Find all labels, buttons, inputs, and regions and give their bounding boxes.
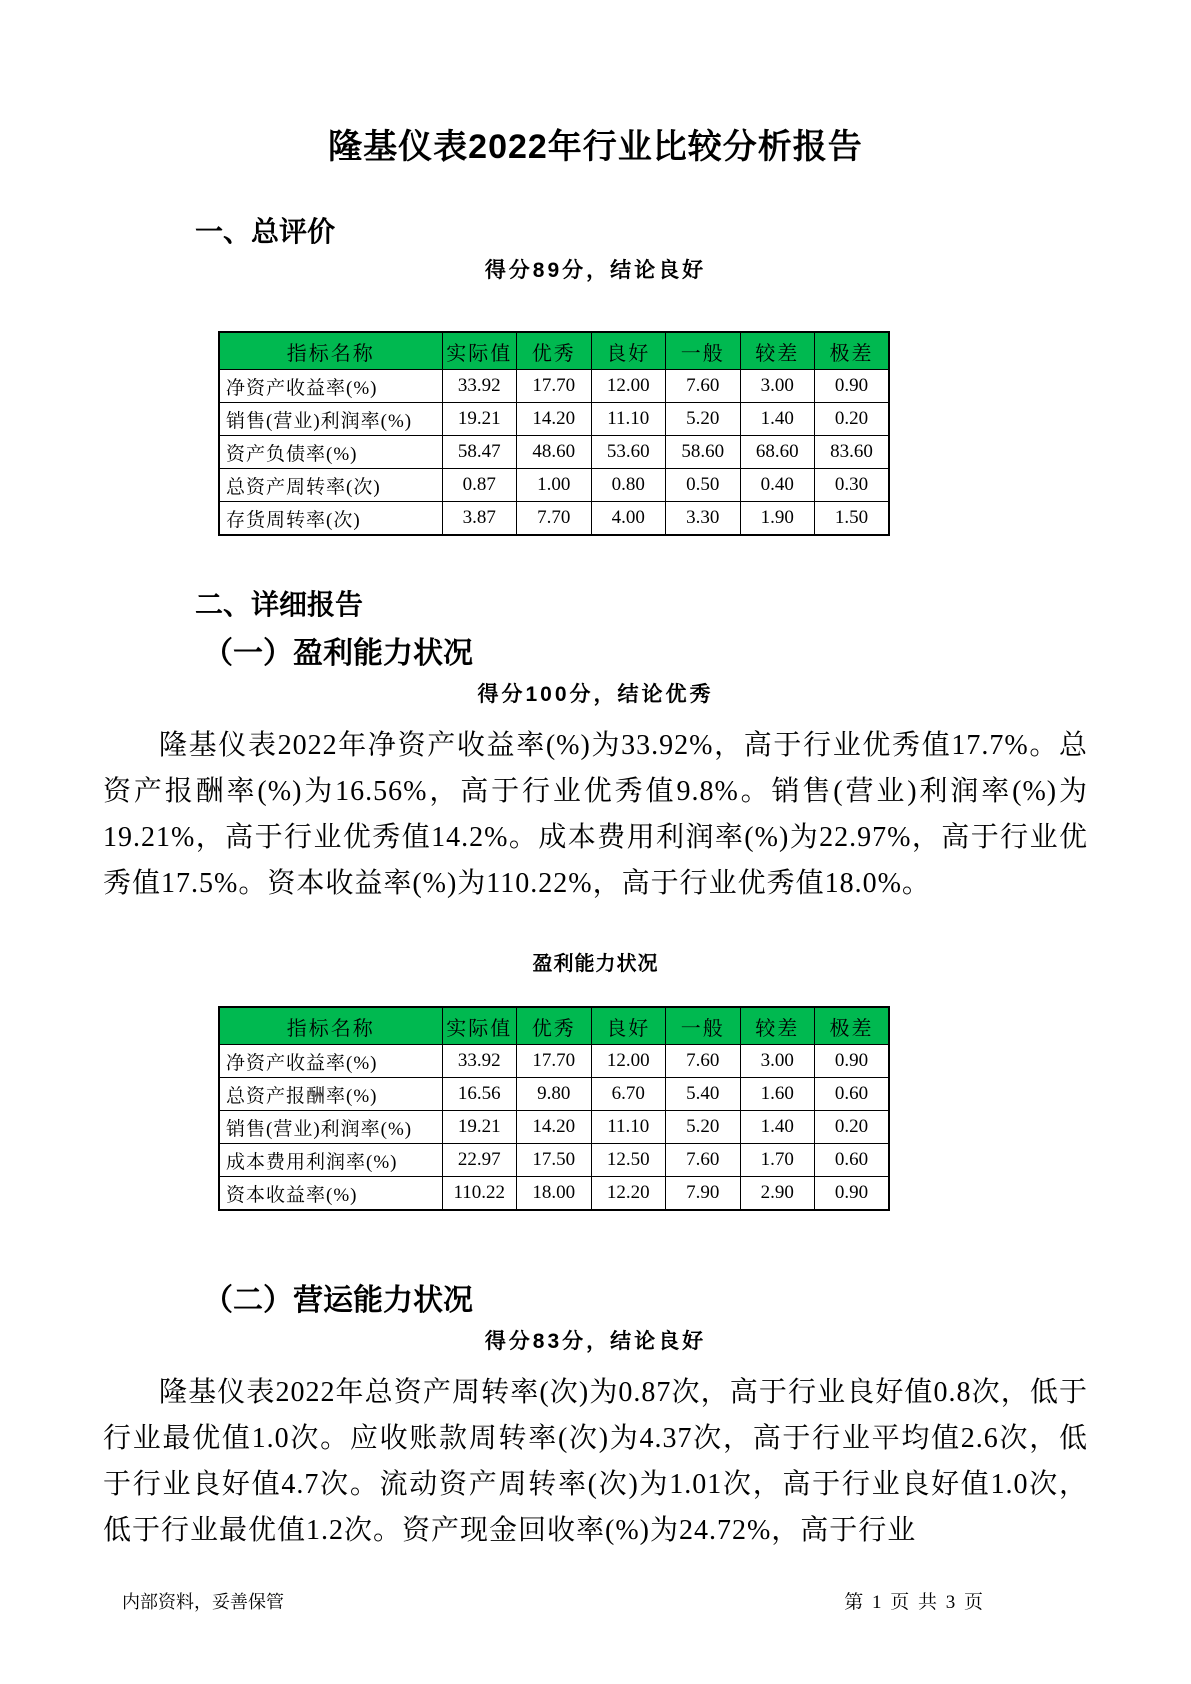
- value-cell: 18.00: [517, 1177, 592, 1211]
- value-cell: 48.60: [517, 436, 592, 469]
- value-cell: 0.20: [815, 403, 890, 436]
- value-cell: 0.60: [815, 1078, 890, 1111]
- overall-evaluation-table: [218, 331, 890, 536]
- value-cell: 7.70: [517, 502, 592, 536]
- value-cell: 1.40: [740, 403, 815, 436]
- indicator-name-cell: 销售(营业)利润率(%): [219, 1111, 442, 1144]
- column-header: 一般: [666, 1007, 741, 1045]
- profitability-table-wrap: [218, 1006, 1088, 1211]
- value-cell: 17.70: [517, 1045, 592, 1078]
- indicator-name-cell: 总资产周转率(次): [219, 469, 442, 502]
- value-cell: 2.90: [740, 1177, 815, 1211]
- value-cell: 19.21: [442, 1111, 517, 1144]
- value-cell: 0.20: [815, 1111, 890, 1144]
- value-cell: 3.00: [740, 1045, 815, 1078]
- value-cell: 12.50: [591, 1144, 666, 1177]
- value-cell: 68.60: [740, 436, 815, 469]
- value-cell: 58.60: [666, 436, 741, 469]
- value-cell: 7.60: [666, 1144, 741, 1177]
- indicator-name-cell: 存货周转率(次): [219, 502, 442, 536]
- indicator-name-cell: 资产负债率(%): [219, 436, 442, 469]
- column-header: 极差: [815, 332, 890, 370]
- report-title: 隆基仪表2022年行业比较分析报告: [328, 128, 863, 166]
- overall-table-wrap: [218, 331, 1088, 536]
- operating-score-line: 得分83分，结论良好: [484, 1330, 707, 1354]
- table-row: [219, 1045, 889, 1078]
- indicator-name-cell: 成本费用利润率(%): [219, 1144, 442, 1177]
- value-cell: 3.87: [442, 502, 517, 536]
- value-cell: 22.97: [442, 1144, 517, 1177]
- column-header: 指标名称: [219, 332, 442, 370]
- value-cell: 0.50: [666, 469, 741, 502]
- value-cell: 1.40: [740, 1111, 815, 1144]
- value-cell: 33.92: [442, 1045, 517, 1078]
- value-cell: 0.80: [591, 469, 666, 502]
- column-header: 良好: [591, 1007, 666, 1045]
- footer-page-number: 第 1 页 共 3 页: [844, 1592, 985, 1613]
- value-cell: 0.40: [740, 469, 815, 502]
- table-row: [219, 1111, 889, 1144]
- value-cell: 53.60: [591, 436, 666, 469]
- value-cell: 5.40: [666, 1078, 741, 1111]
- value-cell: 7.60: [666, 1045, 741, 1078]
- value-cell: 12.00: [591, 370, 666, 403]
- column-header: 指标名称: [219, 1007, 442, 1045]
- indicator-name-cell: 净资产收益率(%): [219, 370, 442, 403]
- section-heading-overall: 一、总评价: [195, 215, 336, 247]
- table-row: [219, 469, 889, 502]
- value-cell: 3.00: [740, 370, 815, 403]
- section-heading-detail: 二、详细报告: [195, 589, 364, 621]
- column-header: 极差: [815, 1007, 890, 1045]
- value-cell: 11.10: [591, 1111, 666, 1144]
- profitability-paragraph: 隆基仪表2022年净资产收益率(%)为33.92%，高于行业优秀值17.7%。总资产报酬率(%)为16.56%，高于行业优秀值9.8%。销售(营业)利润率(%)为19.21%，高于行业优秀值14.2%。成本费用利润率(%)为22.97%，高于行业优秀值17.5%。资本收益率(%)为110.22%，高于行业优秀值18.0%。: [103, 730, 1088, 900]
- table-row: [219, 1177, 889, 1211]
- value-cell: 0.60: [815, 1144, 890, 1177]
- indicator-name-cell: 净资产收益率(%): [219, 1045, 442, 1078]
- table-header-row: [219, 1007, 889, 1045]
- value-cell: 1.60: [740, 1078, 815, 1111]
- value-cell: 9.80: [517, 1078, 592, 1111]
- value-cell: 4.00: [591, 502, 666, 536]
- table-header-row: [219, 332, 889, 370]
- value-cell: 11.10: [591, 403, 666, 436]
- table-row: [219, 403, 889, 436]
- value-cell: 0.30: [815, 469, 890, 502]
- overall-score-line: 得分89分，结论良好: [484, 259, 707, 283]
- column-header: 实际值: [442, 1007, 517, 1045]
- indicator-name-cell: 总资产报酬率(%): [219, 1078, 442, 1111]
- profitability-table-caption: 盈利能力状况: [532, 953, 659, 976]
- value-cell: 3.30: [666, 502, 741, 536]
- value-cell: 83.60: [815, 436, 890, 469]
- footer-confidential-note: 内部资料，妥善保管: [122, 1592, 284, 1612]
- value-cell: 14.20: [517, 403, 592, 436]
- operating-paragraph: 隆基仪表2022年总资产周转率(次)为0.87次，高于行业良好值0.8次，低于行业最优值1.0次。应收账款周转率(次)为4.37次，高于行业平均值2.6次，低于行业良好值4.7次。流动资产周转率(次)为1.01次，高于行业良好值1.0次，低于行业最优值1.2次。资产现金回收率(%)为24.72%，高于行业: [103, 1377, 1088, 1547]
- subsection-heading-operating: （二）营运能力状况: [203, 1284, 473, 1318]
- value-cell: 6.70: [591, 1078, 666, 1111]
- column-header: 较差: [740, 332, 815, 370]
- column-header: 实际值: [442, 332, 517, 370]
- column-header: 优秀: [517, 332, 592, 370]
- column-header: 良好: [591, 332, 666, 370]
- profitability-score-line: 得分100分，结论优秀: [477, 682, 714, 706]
- subsection-heading-profitability: （一）盈利能力状况: [203, 636, 473, 670]
- column-header: 优秀: [517, 1007, 592, 1045]
- value-cell: 17.70: [517, 370, 592, 403]
- column-header: 一般: [666, 332, 741, 370]
- value-cell: 16.56: [442, 1078, 517, 1111]
- profitability-table: [218, 1006, 890, 1211]
- value-cell: 12.00: [591, 1045, 666, 1078]
- value-cell: 14.20: [517, 1111, 592, 1144]
- value-cell: 7.60: [666, 370, 741, 403]
- indicator-name-cell: 资本收益率(%): [219, 1177, 442, 1211]
- table-row: [219, 1078, 889, 1111]
- value-cell: 1.90: [740, 502, 815, 536]
- value-cell: 58.47: [442, 436, 517, 469]
- indicator-name-cell: 销售(营业)利润率(%): [219, 403, 442, 436]
- table-row: [219, 436, 889, 469]
- value-cell: 0.90: [815, 1177, 890, 1211]
- value-cell: 17.50: [517, 1144, 592, 1177]
- table-row: [219, 1144, 889, 1177]
- value-cell: 5.20: [666, 1111, 741, 1144]
- value-cell: 5.20: [666, 403, 741, 436]
- value-cell: 0.90: [815, 370, 890, 403]
- value-cell: 1.00: [517, 469, 592, 502]
- column-header: 较差: [740, 1007, 815, 1045]
- value-cell: 19.21: [442, 403, 517, 436]
- value-cell: 0.90: [815, 1045, 890, 1078]
- table-row: [219, 502, 889, 536]
- table-row: [219, 370, 889, 403]
- value-cell: 1.70: [740, 1144, 815, 1177]
- value-cell: 110.22: [442, 1177, 517, 1211]
- value-cell: 33.92: [442, 370, 517, 403]
- value-cell: 12.20: [591, 1177, 666, 1211]
- value-cell: 1.50: [815, 502, 890, 536]
- value-cell: 7.90: [666, 1177, 741, 1211]
- value-cell: 0.87: [442, 469, 517, 502]
